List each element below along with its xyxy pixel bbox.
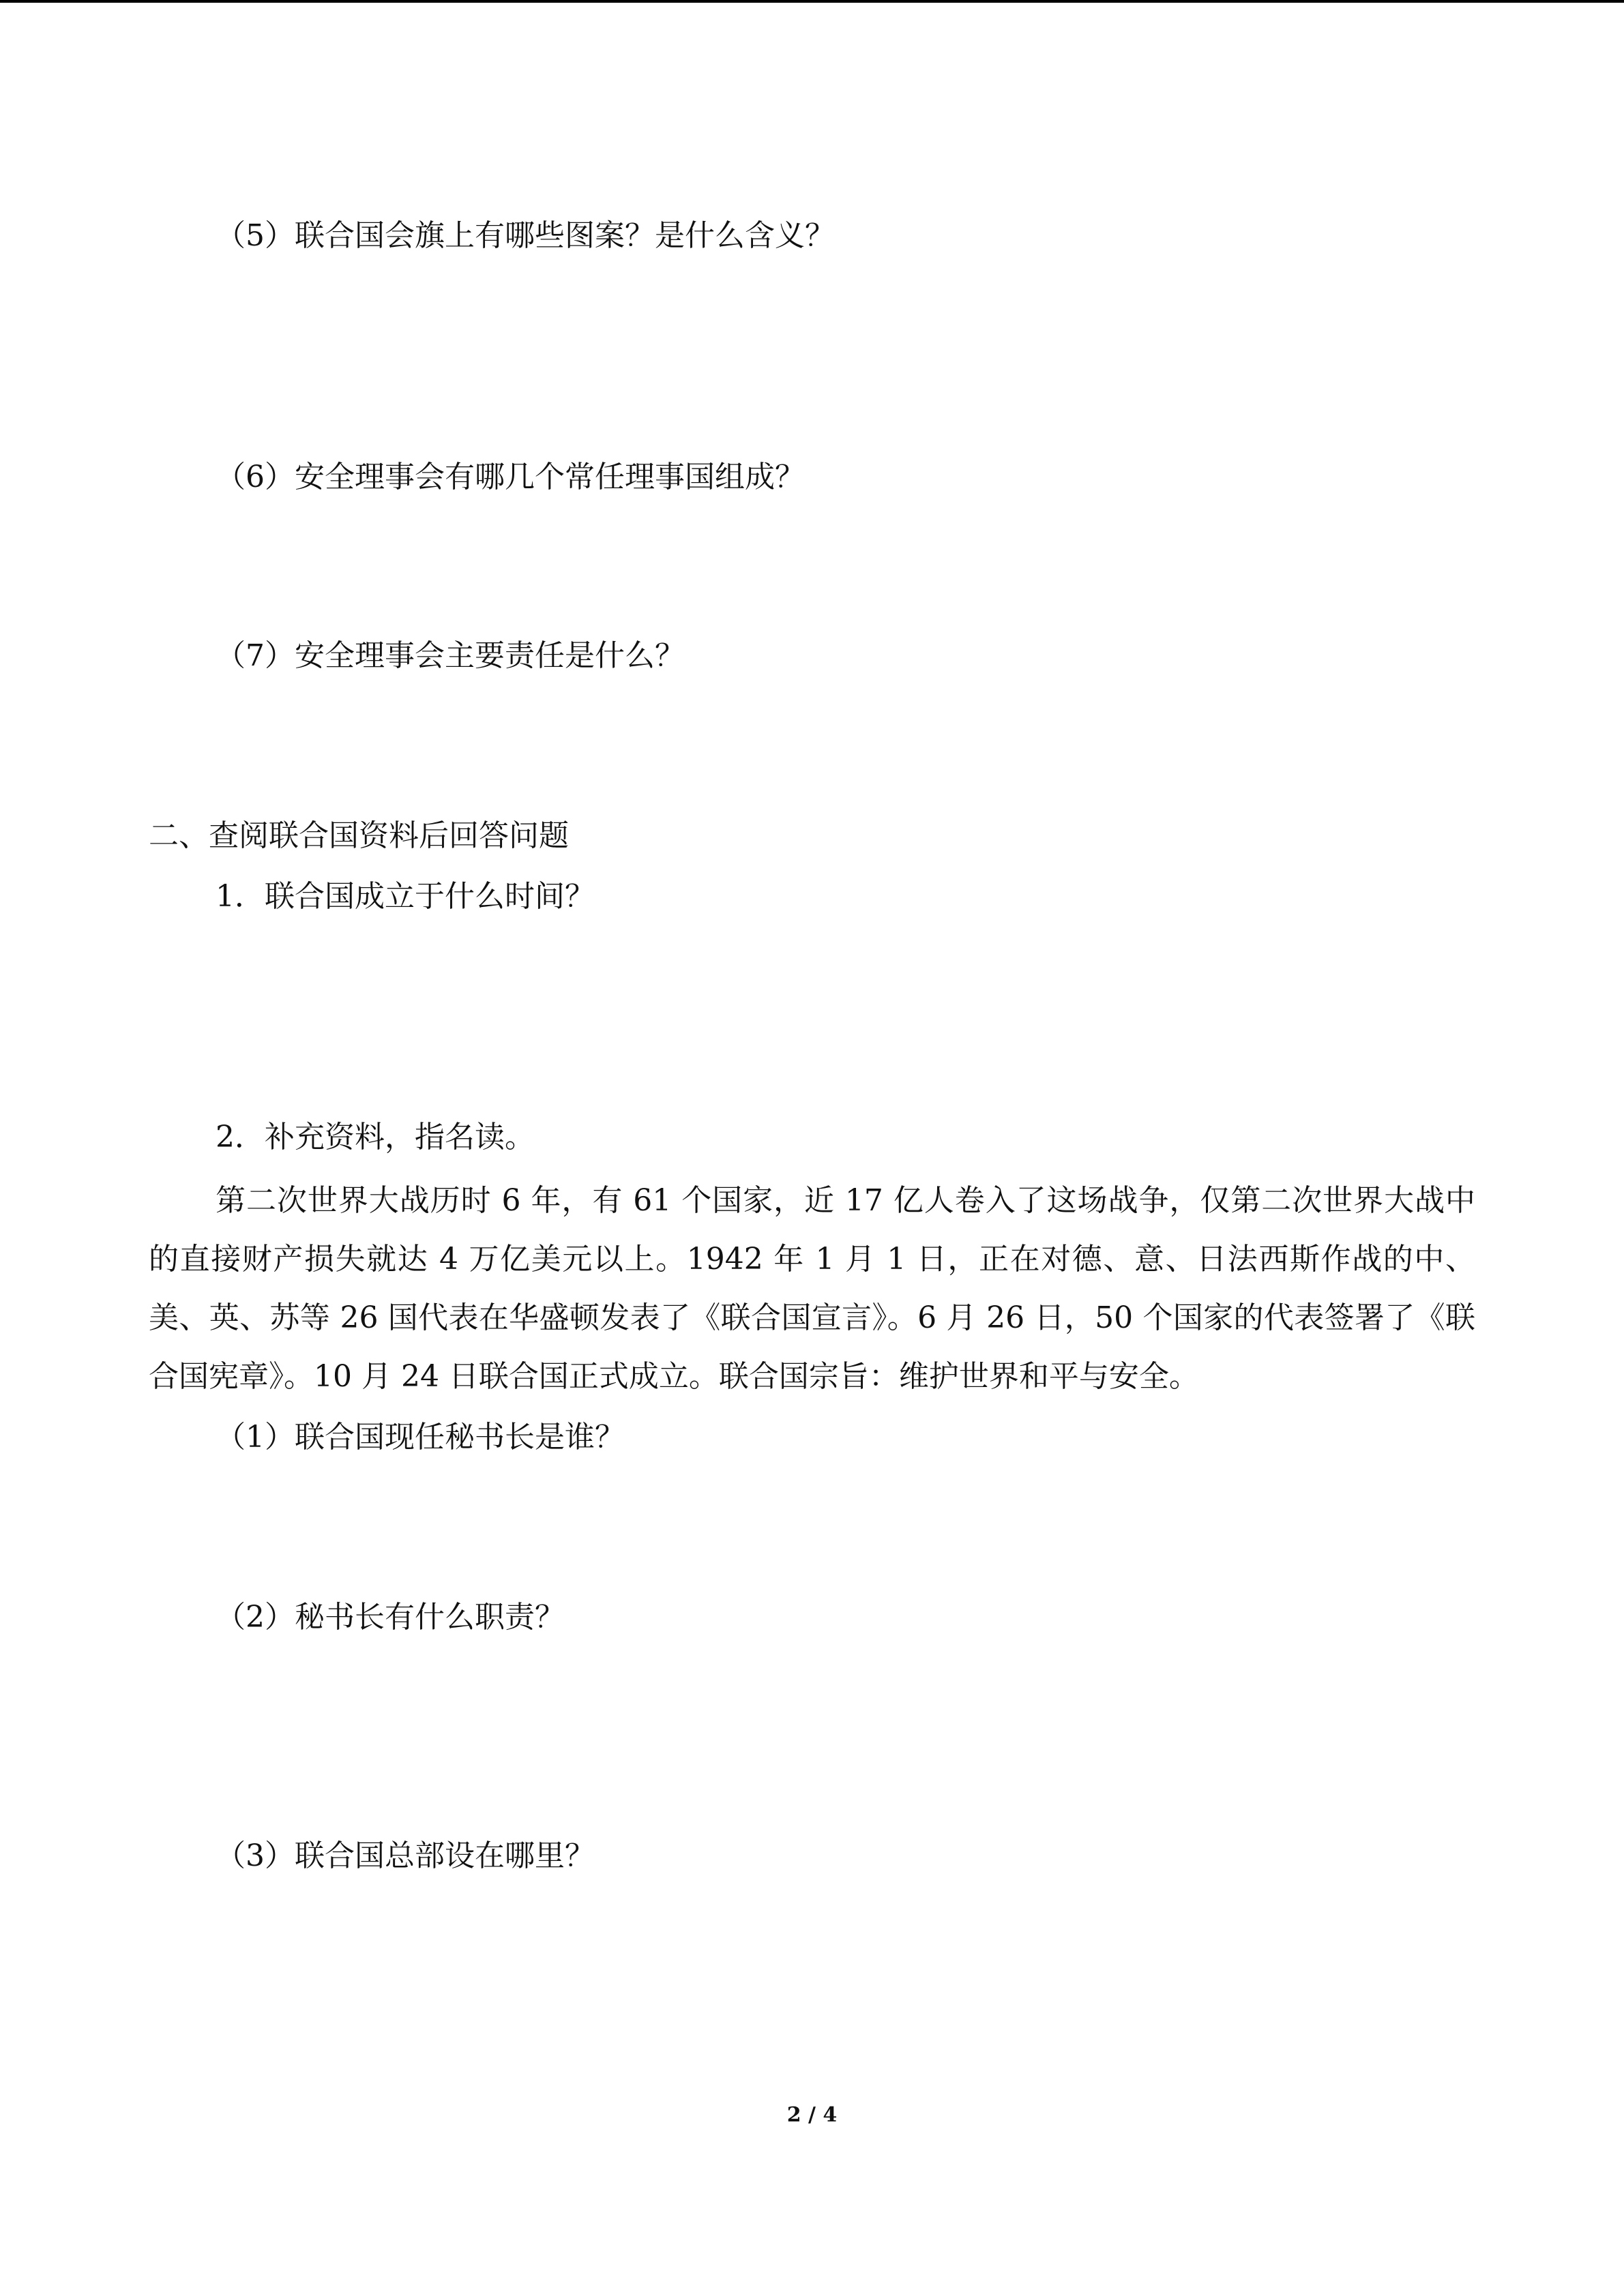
sub-question-2: （2）秘书长有什么职责？	[216, 1600, 565, 1635]
section-2-item-1: 1．联合国成立于什么时间？	[216, 879, 595, 914]
reading-passage: 第二次世界大战历时 6 年，有 61 个国家，近 17 亿人卷入了这场战争，仅第二次世界大战中的直接财产损失就达 4 万亿美元以上。1942 年 1 月 1 日，正在对德、意、日法西斯作战的中、美、英、苏等 26 国代表在华盛顿发表了《联合国宣言》。6 月 26 日，50 个国家的代表签署了《联合国宪章》。10 月 24 日联合国正式成立。联合国宗旨：维护世界和平与安全。	[149, 1183, 1475, 1394]
question-7: （7）安全理事会主要责任是什么？	[216, 638, 685, 673]
section-2-item-2: 2．补充资料，指名读。	[216, 1120, 535, 1154]
question-6: （6）安全理事会有哪几个常任理事国组成？	[216, 460, 805, 494]
section-2-heading: 二、查阅联合国资料后回答问题	[149, 818, 569, 853]
top-border-line	[0, 0, 1624, 3]
sub-question-1: （1）联合国现任秘书长是谁？	[216, 1420, 625, 1455]
sub-question-3: （3）联合国总部设在哪里？	[216, 1838, 595, 1873]
page-number: 2 / 4	[786, 2103, 838, 2127]
question-5: （5）联合国会旗上有哪些图案？是什么含义？	[216, 218, 835, 253]
